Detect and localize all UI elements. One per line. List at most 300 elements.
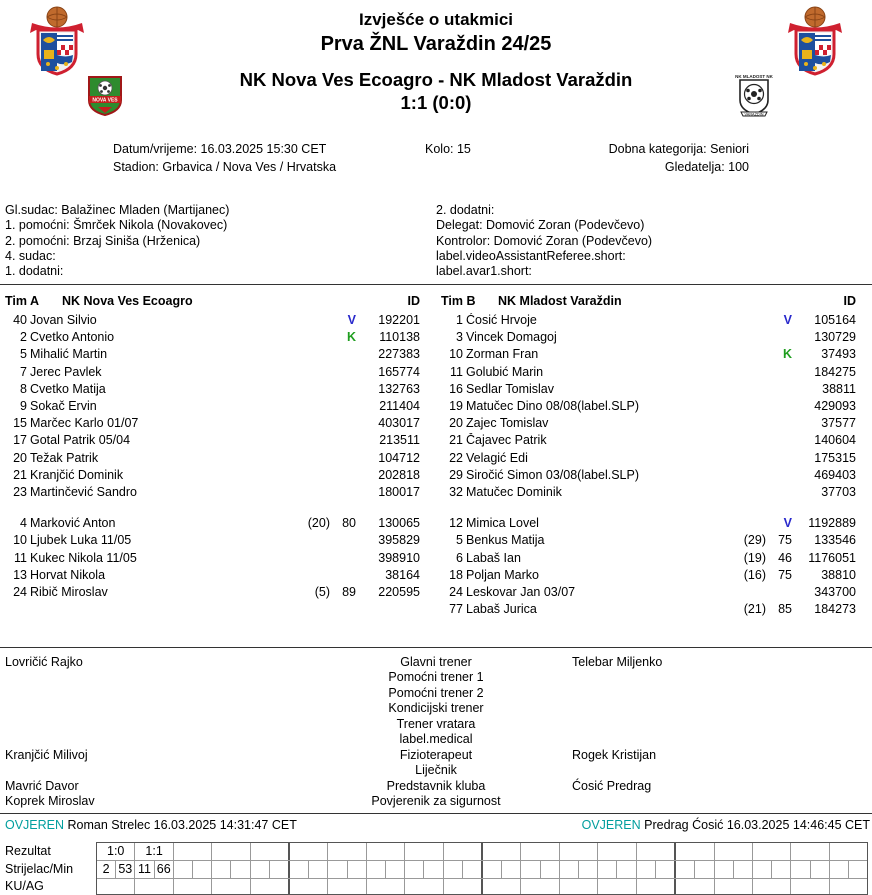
player-number: 5 (456, 533, 463, 548)
staff-name-team-a (0, 670, 300, 686)
grid-cell (97, 879, 134, 894)
certified-badge: OVJEREN (5, 817, 65, 832)
result-label: Rezultat (5, 843, 51, 858)
grid-cell (559, 843, 597, 860)
player-id: 227383 (378, 347, 420, 362)
player-name: Martinčević Sandro (30, 484, 137, 499)
team-table-header (0, 294, 436, 311)
player-number: 12 (449, 516, 463, 531)
player-number: 9 (20, 399, 27, 414)
grid-cell (636, 879, 674, 894)
player-id: 140604 (814, 433, 856, 448)
grid-cell (173, 843, 211, 860)
player-id: 133546 (814, 533, 856, 548)
report-header (0, 0, 872, 132)
player-number: 3 (456, 330, 463, 345)
staff-name-team-a: Lovričić Rajko (5, 654, 83, 669)
official-entry: Kontrolor: Domović Zoran (Podevčevo) (436, 233, 653, 248)
grid-cell (327, 843, 365, 860)
staff-row (0, 794, 872, 810)
player-number: 24 (13, 584, 27, 599)
grid-cell (597, 879, 635, 894)
staff-name-team-b: Rogek Kristijan (572, 747, 657, 762)
player-id: 105164 (814, 313, 856, 328)
player-name: Poljan Marko (466, 567, 539, 582)
player-number: 10 (449, 347, 463, 362)
grid-cell (288, 879, 327, 894)
match-datetime: Datum/vrijeme: 16.03.2025 15:30 CET (113, 142, 327, 156)
grid-cell (443, 843, 481, 860)
grid-cell (829, 843, 867, 860)
official-entry: 2. dodatni: (436, 203, 495, 217)
grid-cell (366, 879, 404, 894)
grid-cell (192, 861, 211, 878)
role-letter: V (783, 313, 792, 328)
staff-name-team-a: Kranjčić Milivoj (5, 747, 88, 762)
staff-row (0, 655, 872, 671)
player-name: Vincek Domagoj (466, 330, 557, 345)
staff-row (0, 763, 872, 779)
staff-name-team-a (0, 732, 300, 748)
player-id: 395829 (378, 533, 420, 548)
table-row (436, 583, 872, 600)
player-id: 180017 (378, 484, 420, 499)
player-id: 165774 (378, 364, 420, 379)
player-name: Marković Anton (30, 516, 116, 531)
staff-role: Pomoćni trener 1 (388, 670, 484, 685)
staff-role: Fizioterapeut (399, 747, 473, 762)
player-id: 184275 (814, 364, 856, 379)
player-name: Jovan Silvio (30, 313, 97, 328)
table-row (0, 363, 436, 380)
player-name: Kranjčić Dominik (30, 467, 124, 482)
player-name: Zajec Tomislav (466, 416, 549, 431)
grid-cell (173, 861, 192, 878)
team-name: NK Nova Ves Ecoagro (62, 294, 193, 309)
player-number: 2 (20, 330, 27, 345)
player-id: 220595 (378, 584, 420, 599)
player-id: 202818 (378, 467, 420, 482)
sub-for-number: (16) (743, 567, 766, 582)
table-row (436, 515, 872, 532)
age-category: Dobna kategorija: Seniori (608, 142, 749, 156)
substitutes-list (0, 515, 436, 601)
player-name: Labaš Jurica (466, 602, 537, 617)
team-a-table (0, 285, 436, 617)
certification-row (0, 814, 872, 836)
player-name: Mihalić Martin (30, 347, 108, 362)
table-row (436, 600, 872, 617)
player-number: 32 (449, 484, 463, 499)
grid-cell (404, 843, 442, 860)
player-name: Benkus Matija (466, 533, 545, 548)
staff-role: Povjerenik za sigurnost (371, 794, 501, 809)
staff-name-team-b (572, 701, 872, 717)
official-entry: label.videoAssistantReferee.short: (436, 248, 626, 263)
grid-cell (674, 843, 713, 860)
match-round: Kolo: 15 (425, 142, 471, 156)
staff-row (0, 686, 872, 702)
grid-cell (404, 861, 423, 878)
player-name: Zorman Fran (466, 347, 539, 362)
player-id: 38810 (821, 567, 856, 582)
player-number: 77 (449, 602, 463, 617)
player-name: Sokač Ervin (30, 399, 97, 414)
role-letter: V (783, 516, 792, 531)
grid-cell (597, 843, 635, 860)
player-name: Cvetko Matija (30, 381, 106, 396)
player-number: 5 (20, 347, 27, 362)
table-row (0, 483, 436, 500)
staff-role: Trener vratara (396, 716, 476, 731)
grid-cell (694, 861, 713, 878)
starters-list (0, 311, 436, 500)
match-title: NK Nova Ves Ecoagro - NK Mladost Varaždin (239, 69, 633, 90)
player-name: Gotal Patrik 05/04 (30, 433, 131, 448)
certified-by: Predrag Ćosić 16.03.2025 14:46:45 CET (644, 817, 870, 832)
table-row (436, 346, 872, 363)
player-id: 184273 (814, 602, 856, 617)
grid-cell (423, 861, 442, 878)
grid-cell (790, 879, 828, 894)
sub-for-number: (5) (314, 584, 330, 599)
sub-for-number: (29) (743, 533, 766, 548)
player-number: 20 (449, 416, 463, 431)
table-row (436, 466, 872, 483)
player-number: 40 (13, 313, 27, 328)
table-row (436, 532, 872, 549)
player-id: 37703 (821, 484, 856, 499)
grid-cell (520, 843, 558, 860)
staff-name-team-b (572, 763, 872, 779)
grid-cell (559, 879, 597, 894)
sub-minute: 89 (342, 584, 356, 599)
substitutes-list (436, 515, 872, 618)
player-id: 1176051 (808, 550, 856, 565)
official-entry: 1. pomoćni: Šmrček Nikola (Novakovec) (5, 218, 228, 233)
official-entry: 2. pomoćni: Brzaj Siniša (Hrženica) (5, 233, 201, 248)
grid-cell (578, 861, 597, 878)
player-id: 213511 (379, 433, 420, 448)
staff-row (0, 670, 872, 686)
sub-for-number: (20) (307, 516, 330, 531)
table-row (0, 466, 436, 483)
player-id: 175315 (814, 450, 856, 465)
player-number: 4 (20, 516, 27, 531)
player-number: 29 (449, 467, 463, 482)
staff-name-team-b: Telebar Miljenko (572, 654, 663, 669)
role-letter: K (782, 347, 792, 362)
grid-cell (462, 861, 481, 878)
staff-name-team-a (0, 717, 300, 733)
table-row (436, 549, 872, 566)
table-row (0, 346, 436, 363)
staff-section (0, 655, 872, 810)
player-name: Siročić Simon 03/08(label.SLP) (466, 467, 639, 482)
table-row (0, 415, 436, 432)
staff-row (0, 717, 872, 733)
player-name: Marčec Karlo 01/07 (30, 416, 139, 431)
grid-cell (211, 879, 249, 894)
staff-role: Kondicijski trener (388, 701, 484, 716)
svg-text:NK MLADOST NK: NK MLADOST NK (735, 74, 773, 79)
grid-cell (540, 861, 559, 878)
staff-role: Pomoćni trener 2 (388, 685, 484, 700)
player-number: 21 (449, 433, 463, 448)
player-name: Horvat Nikola (30, 567, 106, 582)
player-name: Labaš Ian (466, 550, 521, 565)
match-officials (0, 203, 872, 279)
table-row (436, 397, 872, 414)
player-number: 19 (449, 399, 463, 414)
grid-cell (655, 861, 674, 878)
grid-cell (211, 861, 230, 878)
player-name: Težak Patrik (30, 450, 99, 465)
match-info (0, 140, 872, 176)
match-stadium: Stadion: Grbavica / Nova Ves / Hrvatska (113, 160, 337, 174)
svg-text:NOVA VES: NOVA VES (92, 97, 118, 104)
staff-name-team-b (572, 686, 872, 702)
table-row (436, 363, 872, 380)
result-grid-row (97, 860, 867, 878)
id-column-header: ID (407, 294, 420, 309)
county-fa-crest-icon (786, 6, 844, 79)
team-table-header (436, 294, 872, 311)
staff-name-team-a (0, 701, 300, 717)
player-number: 24 (449, 584, 463, 599)
player-name: Jerec Pavlek (30, 364, 102, 379)
table-row (436, 329, 872, 346)
certified-badge: OVJEREN (581, 817, 641, 832)
player-name: Cvetko Antonio (30, 330, 115, 345)
player-name: Matučec Dino 08/08(label.SLP) (466, 399, 640, 414)
result-grid-row (97, 878, 867, 894)
player-number: 16 (449, 381, 463, 396)
staff-name-team-a: Koprek Miroslav (5, 794, 95, 809)
nova-ves-club-logo-icon (86, 74, 124, 119)
grid-cell (481, 843, 520, 860)
grid-cell (752, 861, 771, 878)
grid-cell (790, 861, 809, 878)
player-number: 18 (449, 567, 463, 582)
mladost-club-logo-icon (733, 72, 775, 121)
grid-cell (829, 879, 867, 894)
grid-cell (752, 843, 790, 860)
player-number: 13 (13, 567, 27, 582)
player-name: Sedlar Tomislav (466, 381, 555, 396)
grid-cell (288, 843, 327, 860)
player-number: 15 (13, 416, 27, 431)
result-grid-row (97, 843, 867, 860)
grid-cell: 66 (154, 861, 173, 878)
grid-cell: 11 (134, 861, 153, 878)
team-name: NK Mladost Varaždin (498, 294, 622, 309)
table-row (0, 549, 436, 566)
staff-name-team-b (572, 717, 872, 733)
staff-name-team-a: Mavrić Davor (5, 778, 79, 793)
grid-cell (636, 861, 655, 878)
staff-name-team-a (0, 686, 300, 702)
report-title: Izvješće o utakmici (358, 10, 514, 29)
table-row (0, 397, 436, 414)
grid-cell (347, 861, 366, 878)
player-id: 192201 (378, 313, 420, 328)
staff-row (0, 748, 872, 764)
player-id: 130065 (378, 516, 420, 531)
table-row (436, 415, 872, 432)
staff-row (0, 732, 872, 748)
grid-cell (481, 861, 501, 878)
official-entry: 1. dodatni: (5, 264, 64, 279)
staff-role: Glavni trener (400, 654, 472, 669)
grid-cell (327, 861, 346, 878)
table-row (436, 311, 872, 328)
player-id: 1192889 (808, 516, 856, 531)
player-id: 130729 (814, 330, 856, 345)
grid-cell (250, 861, 269, 878)
staff-name-team-b (572, 732, 872, 748)
sub-for-number: (21) (743, 602, 766, 617)
grid-cell: 2 (102, 862, 110, 877)
svg-text:VARAŽDIN: VARAŽDIN (744, 112, 764, 117)
certified-by: Roman Strelec 16.03.2025 14:31:47 CET (67, 817, 297, 832)
player-id: 211404 (379, 399, 420, 414)
player-id: 110138 (379, 330, 420, 345)
player-id: 132763 (378, 381, 420, 396)
sub-minute: 75 (778, 567, 792, 582)
grid-cell: 1:0 (107, 844, 125, 859)
certification-right (582, 818, 870, 836)
result-grid-section (0, 842, 872, 895)
player-number: 10 (13, 533, 27, 548)
player-id: 469403 (814, 467, 856, 482)
player-name: Kukec Nikola 11/05 (30, 550, 137, 565)
grid-cell (520, 879, 558, 894)
match-score: 1:1 (0:0) (400, 92, 472, 113)
table-row (0, 311, 436, 328)
player-name: Matučec Dominik (466, 484, 562, 499)
grid-cell (733, 861, 752, 878)
lineups (0, 285, 872, 617)
grid-cell (366, 843, 404, 860)
table-row (436, 566, 872, 583)
grid-cell (520, 861, 539, 878)
player-number: 17 (13, 433, 27, 448)
sub-minute: 75 (778, 533, 792, 548)
player-number: 6 (456, 550, 463, 565)
player-number: 1 (456, 313, 463, 328)
grid-cell (597, 861, 616, 878)
grid-cell (308, 861, 327, 878)
staff-row (0, 779, 872, 795)
player-number: 23 (13, 484, 27, 499)
table-row (436, 432, 872, 449)
player-number: 11 (450, 364, 463, 379)
official-entry: label.avar1.short: (436, 264, 532, 279)
competition-title: Prva ŽNL Varaždin 24/25 (320, 33, 552, 55)
staff-name-team-b (572, 794, 872, 810)
grid-cell (714, 861, 733, 878)
role-letter: V (347, 313, 356, 328)
player-name: Ljubek Luka 11/05 (30, 533, 132, 548)
officials-right (436, 203, 872, 279)
county-fa-crest-icon (28, 6, 86, 79)
grid-cell (173, 879, 211, 894)
table-row (436, 483, 872, 500)
player-number: 20 (13, 450, 27, 465)
player-name: Ćosić Hrvoje (466, 313, 537, 328)
officials-left (0, 203, 436, 279)
grid-cell (250, 879, 288, 894)
player-number: 11 (14, 550, 27, 565)
player-name: Čajavec Patrik (466, 433, 547, 448)
kuag-label: KU/AG (5, 879, 44, 894)
table-row (0, 515, 436, 532)
staff-role: label.medical (399, 732, 473, 747)
staff-role: Liječnik (415, 763, 457, 778)
table-row (436, 449, 872, 466)
player-id: 403017 (378, 416, 420, 431)
grid-cell (714, 879, 752, 894)
grid-cell (211, 843, 249, 860)
grid-cell (771, 861, 790, 878)
certification-left (5, 818, 297, 836)
grid-cell (674, 879, 713, 894)
player-id: 343700 (814, 584, 856, 599)
grid-cell (288, 861, 308, 878)
grid-cell (443, 861, 462, 878)
grid-cell (230, 861, 249, 878)
table-row (0, 449, 436, 466)
player-name: Ribič Miroslav (30, 584, 108, 599)
player-name: Leskovar Jan 03/07 (466, 584, 576, 599)
player-id: 429093 (814, 399, 856, 414)
grid-cell (327, 879, 365, 894)
staff-name-team-a (0, 763, 300, 779)
player-id: 37577 (821, 416, 856, 431)
player-name: Golubić Marin (466, 364, 544, 379)
grid-cell (714, 843, 752, 860)
grid-cell (501, 861, 520, 878)
table-row (0, 329, 436, 346)
grid-cell (848, 861, 867, 878)
grid-cell (616, 861, 635, 878)
staff-name-team-b: Ćosić Predrag (572, 778, 652, 793)
grid-cell (443, 879, 481, 894)
grid-cell (269, 861, 288, 878)
sub-minute: 85 (778, 602, 792, 617)
player-name: Velagić Edi (466, 450, 528, 465)
player-number: 8 (20, 381, 27, 396)
staff-name-team-b (572, 670, 872, 686)
player-id: 38811 (822, 381, 856, 396)
player-id: 37493 (821, 347, 856, 362)
table-row (0, 583, 436, 600)
table-row (0, 566, 436, 583)
grid-cell (790, 843, 828, 860)
player-number: 21 (13, 467, 27, 482)
grid-cell (250, 843, 288, 860)
official-entry: Delegat: Domović Zoran (Podevčevo) (436, 218, 645, 233)
grid-cell (559, 861, 578, 878)
staff-row (0, 701, 872, 717)
attendance: Gledatelja: 100 (664, 160, 749, 174)
sub-for-number: (19) (743, 550, 766, 565)
player-id: 38164 (385, 567, 420, 582)
grid-cell (134, 879, 172, 894)
table-row (0, 432, 436, 449)
player-name: Mimica Lovel (466, 516, 539, 531)
